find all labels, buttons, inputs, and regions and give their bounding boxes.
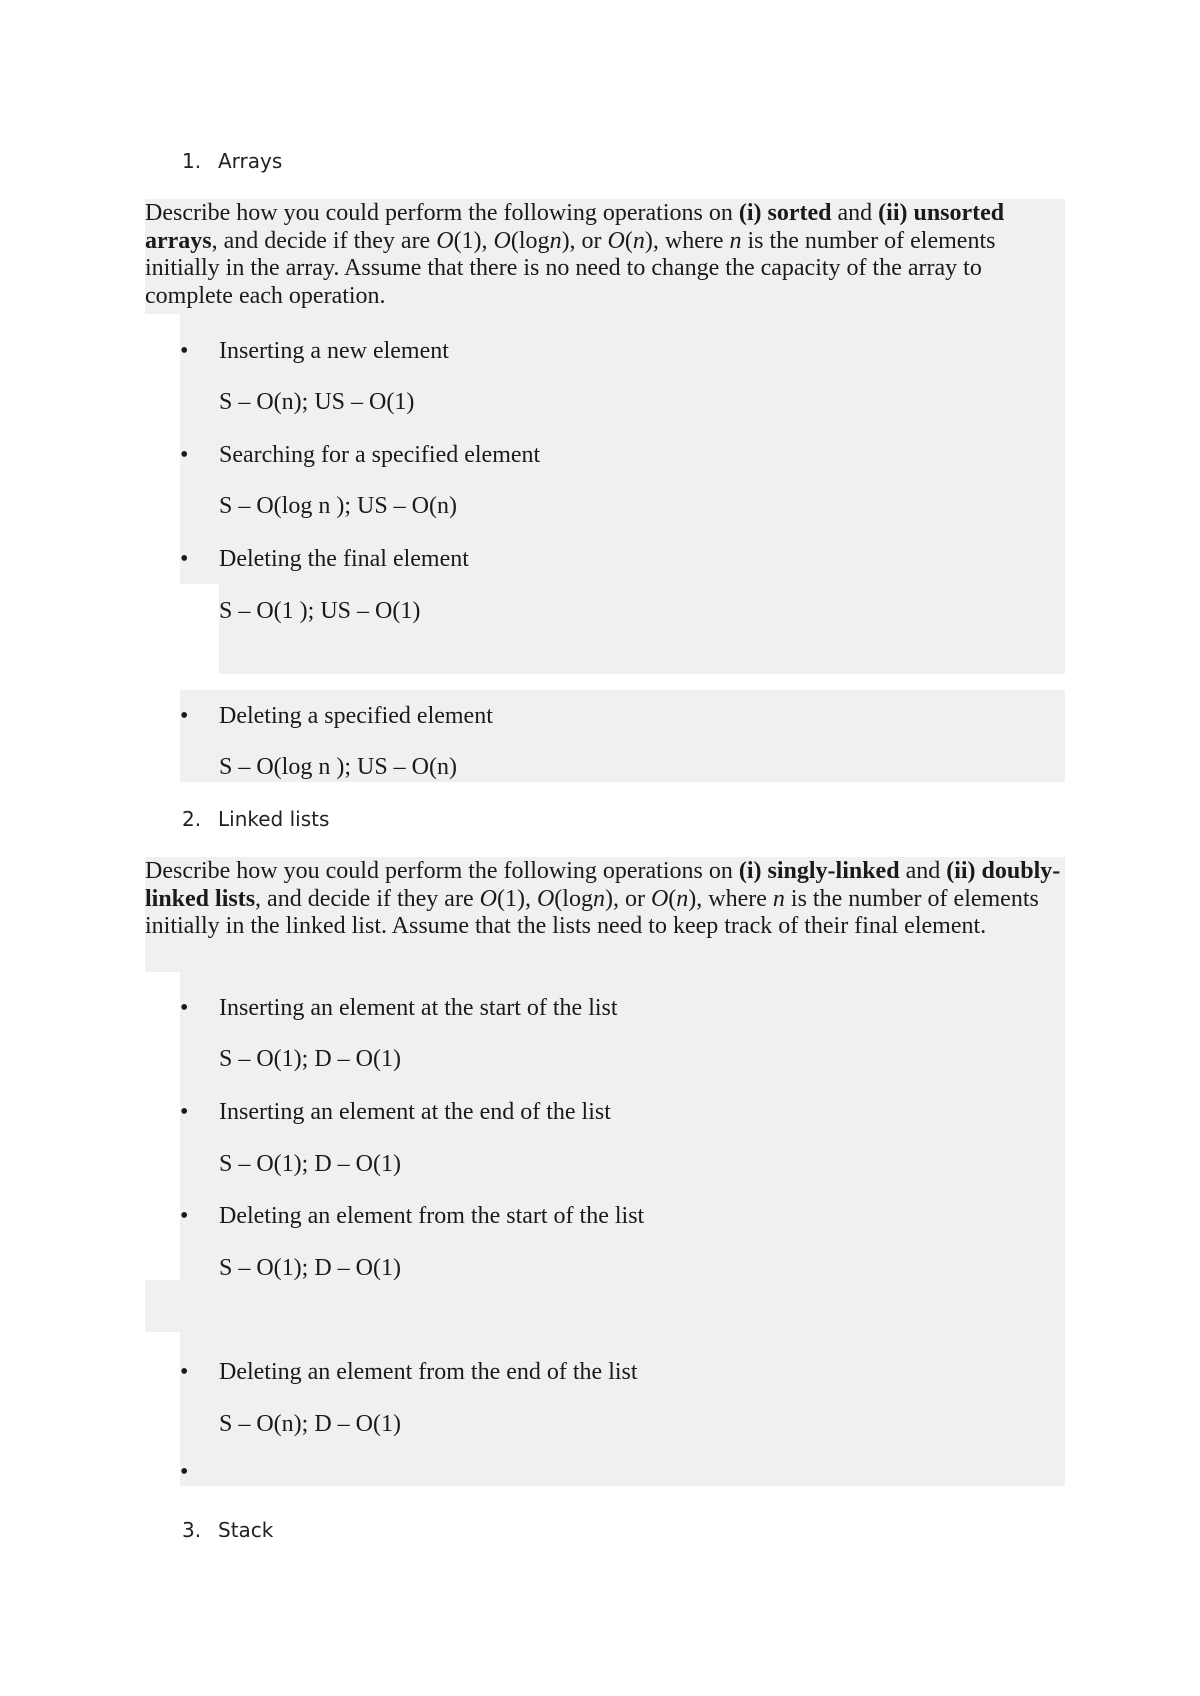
intro-paragraph-arrays: Describe how you could perform the following operations on (i) sorted and (ii) unsorted arrays, and decide if they are O(1), O(logn), or O(n), where n is the number of elements initially in the array. Assume that there is no need to change the capacity of the array to complete each operation. <box>145 200 1005 309</box>
bullet: • <box>180 1359 189 1385</box>
bullet: • <box>180 1099 189 1125</box>
shade-items-linked-lists-3 <box>180 1332 1065 1486</box>
section-heading-stack <box>182 1518 273 1542</box>
section-heading-arrays <box>182 149 282 173</box>
bullet: • <box>180 338 189 364</box>
bullet-empty: • <box>180 1459 189 1485</box>
bullet: • <box>180 1203 189 1229</box>
answer-text: S – O(1); D – O(1) <box>219 1151 401 1177</box>
answer-text: S – O(1); D – O(1) <box>219 1255 401 1281</box>
section-title: Stack <box>218 1518 274 1542</box>
bullet: • <box>180 546 189 572</box>
answer-text: S – O(n); D – O(1) <box>219 1411 401 1437</box>
list-item: Inserting an element at the end of the list <box>219 1099 611 1125</box>
answer-text: S – O(1); D – O(1) <box>219 1046 401 1072</box>
bullet: • <box>180 442 189 468</box>
list-item: Inserting an element at the start of the list <box>219 995 618 1021</box>
answer-text: S – O(1 ); US – O(1) <box>219 598 421 624</box>
list-item: Inserting a new element <box>219 338 449 364</box>
list-item: Deleting an element from the start of the list <box>219 1203 645 1229</box>
section-heading-linked-lists <box>182 807 329 831</box>
section-number: 1. <box>182 149 202 173</box>
list-item: Deleting an element from the end of the list <box>219 1359 638 1385</box>
shade-items-linked-lists-2 <box>145 1280 1065 1332</box>
list-item: Deleting the final element <box>219 546 469 572</box>
section-title: Linked lists <box>218 807 330 831</box>
section-number: 3. <box>182 1518 202 1542</box>
answer-text: S – O(log n ); US – O(n) <box>219 754 457 780</box>
list-item: Deleting a specified element <box>219 703 493 729</box>
intro-paragraph-linked-lists: Describe how you could perform the following operations on (i) singly-linked and (ii) doubly-linked lists, and decide if they are O(1), O(logn), or O(n), where n is the number of elements initially in the linked list. Assume that the lists need to keep track of their final element. <box>145 858 1061 939</box>
answer-text: S – O(n); US – O(1) <box>219 389 415 415</box>
section-title: Arrays <box>218 149 283 173</box>
section-number: 2. <box>182 807 202 831</box>
list-item: Searching for a specified element <box>219 442 541 468</box>
bullet: • <box>180 995 189 1021</box>
bullet: • <box>180 703 189 729</box>
answer-text: S – O(log n ); US – O(n) <box>219 493 457 519</box>
